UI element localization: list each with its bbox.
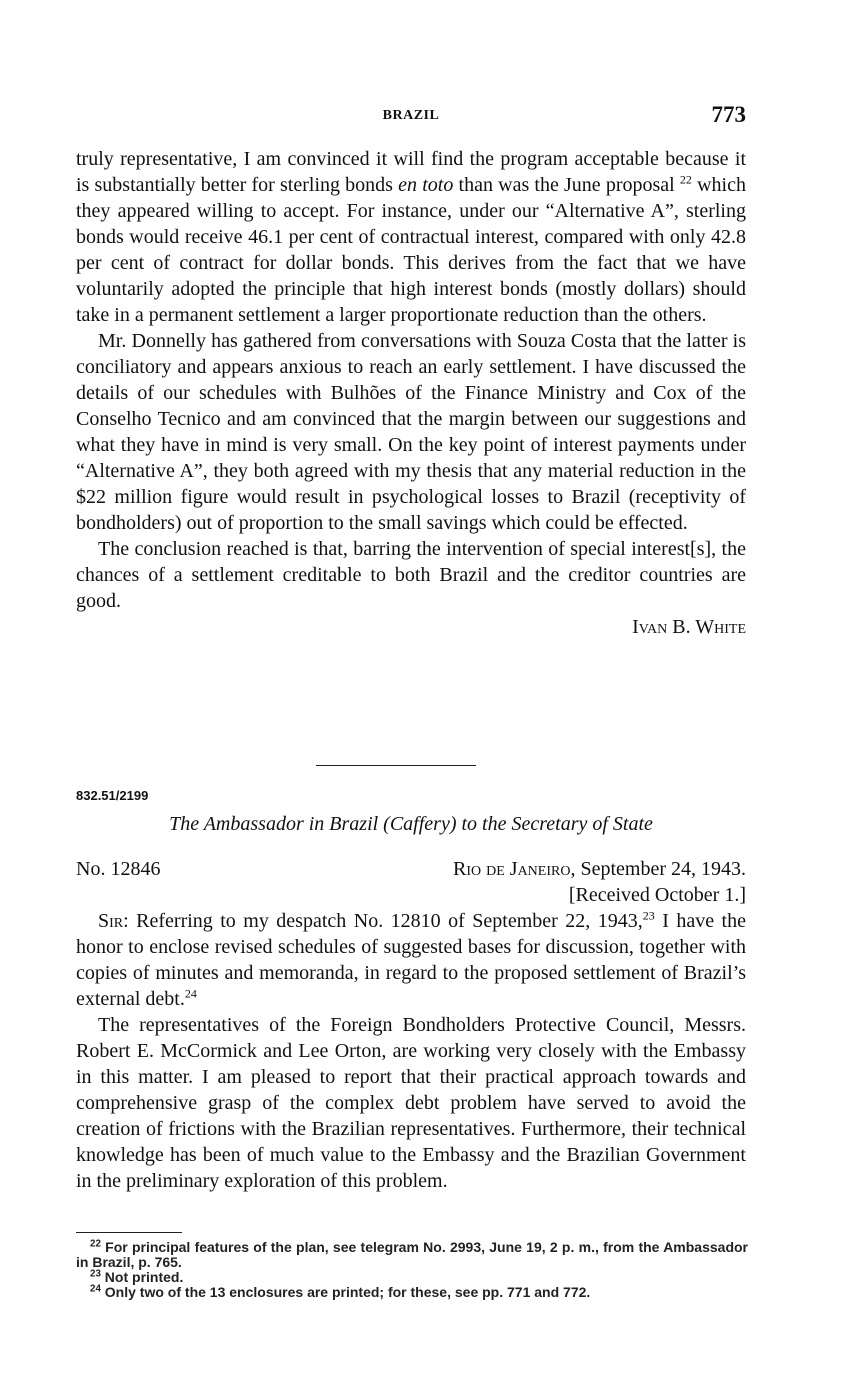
place-date (453, 856, 746, 908)
running-title: BRAZIL (382, 108, 440, 123)
footnote: $^{23}$ Not printed. (90, 1268, 184, 1285)
italic-phrase: en toto (398, 174, 454, 196)
section-divider (316, 765, 476, 766)
signature: Ivan B. White (632, 616, 746, 638)
date: , September 24, 1943. (570, 858, 746, 880)
footnote: $^{24}$ Only two of the 13 enclosures are printed; for these, see pp. 771 and 772. (90, 1283, 591, 1300)
footnote-divider (76, 1232, 182, 1233)
section-1-body (76, 146, 746, 640)
footnote-ref: 23 (642, 908, 655, 923)
page-header (76, 104, 746, 130)
place: Rio de Janeiro (453, 858, 571, 880)
paragraph: Mr. Donnelly has gathered from conversations with Souza Costa that the latter is conciliatory and appears anxious to reach an early settlement. I have discussed the details of our schedules with Bulhões of the Finance Ministry and Cox of the Conselho Tecnico and am convinced that the margin between our suggestions and what they have in mind is very small. On the key point of interest payments under “Alternative A”, they both agreed with my thesis that any material reduction in the $22 million figure would result in psychological losses to Brazil (receptivity of bondholders) out of proportion to the small savings which could be effected. (76, 330, 746, 534)
file-number: 832.51/2199 (76, 788, 149, 803)
footnote-ref: 22 (679, 172, 692, 187)
section-2-body (76, 908, 746, 1194)
paragraph: The representatives of the Foreign Bondholders Protective Council, Messrs. Robert E. McCormick and Lee Orton, are working very closely with the Embassy in this matter. I am pleased to report that their practical approach towards and comprehensive grasp of the complex debt problem have served to avoid the creation of frictions with the Brazilian representatives. Furthermore, their technical knowledge has been of much value to the Embassy and the Brazilian Government in the preliminary exploration of this problem. (76, 1014, 746, 1192)
paragraph: truly representative, I am convinced it will find the program acceptable because it is substantially better for sterling bonds en toto than was the June proposal $^{22}$ which they appeared willing to accept. For instance, under our “Alternative A”, sterling bonds would receive 46.1 per cent of contractual interest, compared with only 42.8 per cent of contract for dollar bonds. This derives from the fact that we have voluntarily adopted the principle that high interest bonds (mostly dollars) should take in a permanent settlement a larger proportionate reduction than the others. (76, 148, 746, 326)
document-title: The Ambassador in Brazil (Caffery) to the Secretary of State (169, 813, 653, 835)
received-note: [Received October 1.] (568, 884, 746, 906)
footnote: $^{22}$ For principal features of the plan, see telegram No. 2993, June 19, 2 p. m., from the Ambassador in Brazil, p. 765. (76, 1238, 749, 1270)
paragraph: Sir: Referring to my despatch No. 12810 of September 22, 1943,23 I have the honor to enclose revised schedules of suggested bases for discussion, together with copies of minutes and memoranda, in regard to the proposed settlement of Brazil’s external debt.$^{24}$ (76, 908, 746, 1010)
despatch-number: No. 12846 (76, 858, 161, 880)
footnotes (76, 1240, 748, 1300)
salutation: Sir (98, 910, 124, 932)
paragraph: The conclusion reached is that, barring the intervention of special interest[s], the chances of a settlement creditable to both Brazil and the creditor countries are good. (76, 538, 746, 612)
page-number: 773 (711, 102, 746, 127)
footnote-ref: 24 (184, 986, 197, 1001)
